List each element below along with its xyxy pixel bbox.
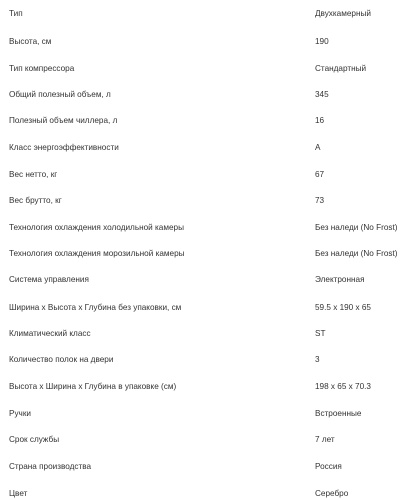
spec-row-country [0, 453, 408, 480]
spec-label: Класс энергоэффективности [9, 142, 119, 152]
spec-row-freezer-cooling [0, 240, 408, 267]
spec-row-handles [0, 400, 408, 427]
spec-value: 59.5 x 190 x 65 [315, 302, 371, 312]
spec-value: Без наледи (No Frost) [315, 222, 398, 232]
spec-row-color [0, 480, 408, 500]
spec-row-type [0, 0, 408, 27]
spec-value: A [315, 142, 321, 152]
spec-row-net-weight [0, 161, 408, 188]
spec-row-compressor [0, 55, 408, 82]
spec-row-door-shelves [0, 346, 408, 373]
spec-label: Ширина x Высота x Глубина без упаковки, см [9, 302, 182, 312]
spec-value: Двухкамерный [315, 8, 371, 18]
spec-row-dimensions-packed [0, 373, 408, 400]
spec-label: Общий полезный объем, л [9, 89, 111, 99]
spec-label: Высота, см [9, 36, 52, 46]
spec-label: Количество полок на двери [9, 354, 114, 364]
spec-row-service-life [0, 426, 408, 453]
spec-row-gross-weight [0, 187, 408, 214]
spec-value: 198 x 65 x 70.3 [315, 381, 371, 391]
spec-value: 16 [315, 115, 325, 125]
spec-label: Система управления [9, 274, 89, 284]
spec-label: Технология охлаждения морозильной камеры [9, 248, 185, 258]
spec-value: Встроенные [315, 408, 362, 418]
spec-row-energy-class [0, 134, 408, 161]
spec-row-total-volume [0, 81, 408, 108]
spec-value: Россия [315, 461, 342, 471]
spec-value: Стандартный [315, 63, 367, 73]
spec-value: 7 лет [315, 434, 335, 444]
spec-value: 73 [315, 195, 325, 205]
spec-value: ST [315, 328, 326, 338]
spec-label: Страна производства [9, 461, 92, 471]
spec-row-dimensions-unpacked [0, 294, 408, 321]
spec-value: Серебро [315, 488, 349, 498]
spec-row-fridge-cooling [0, 214, 408, 241]
spec-label: Полезный объем чиллера, л [9, 115, 118, 125]
spec-label: Технология охлаждения холодильной камеры [9, 222, 184, 232]
spec-value: 67 [315, 169, 325, 179]
spec-value: 190 [315, 36, 329, 46]
spec-label: Вес брутто, кг [9, 195, 62, 205]
spec-value: Электронная [315, 274, 365, 284]
spec-label: Срок службы [9, 434, 60, 444]
spec-value: 345 [315, 89, 329, 99]
spec-value: 3 [315, 354, 320, 364]
spec-label: Климатический класс [9, 328, 91, 338]
spec-row-height [0, 28, 408, 55]
spec-label: Тип [9, 8, 23, 18]
spec-label: Цвет [9, 488, 28, 498]
spec-label: Вес нетто, кг [9, 169, 58, 179]
spec-row-control-system [0, 266, 408, 293]
spec-row-chiller-volume [0, 107, 408, 134]
spec-row-climate-class [0, 320, 408, 347]
spec-label: Высота x Ширина x Глубина в упаковке (см) [9, 381, 177, 391]
spec-label: Тип компрессора [9, 63, 75, 73]
spec-label: Ручки [9, 408, 31, 418]
spec-value: Без наледи (No Frost) [315, 248, 398, 258]
